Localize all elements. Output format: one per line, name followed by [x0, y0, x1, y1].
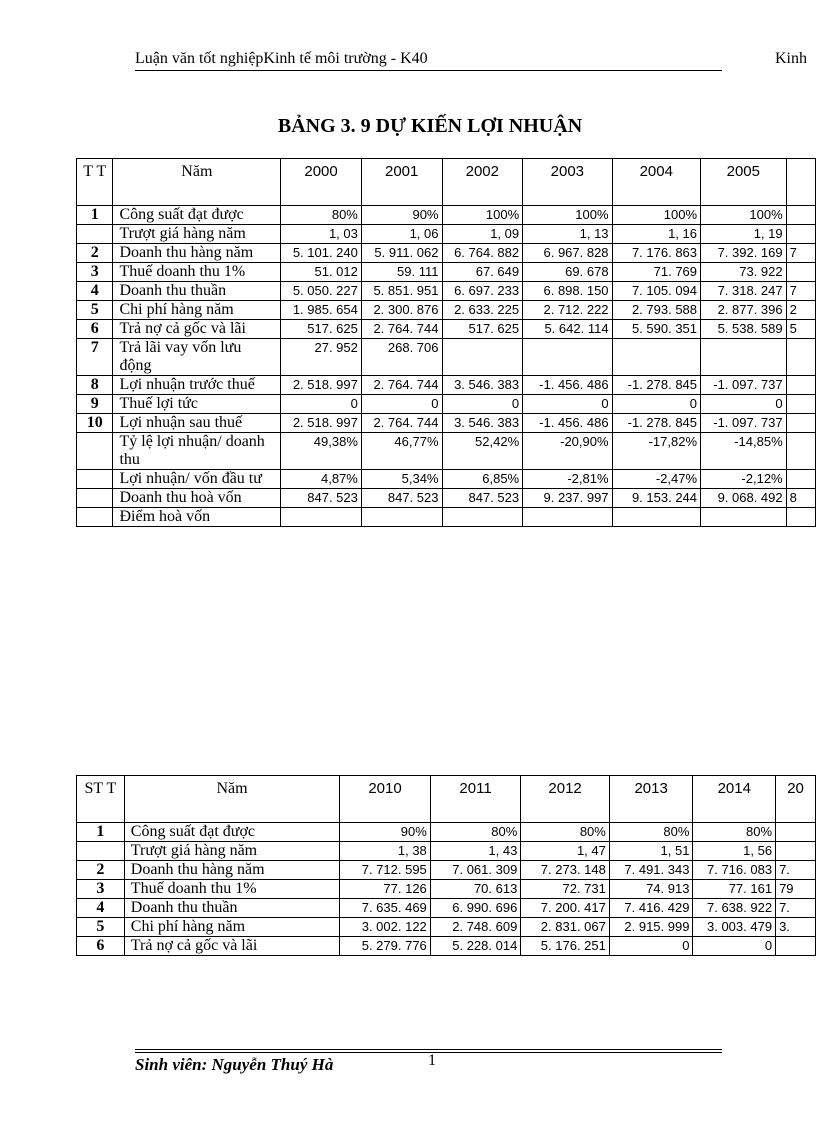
- row-number: 5: [77, 301, 113, 320]
- value-cell: -2,47%: [612, 470, 700, 489]
- cutoff-cell: 2: [786, 301, 815, 320]
- value-cell: 79: [776, 880, 816, 899]
- value-cell: -14,85%: [701, 433, 787, 470]
- value-cell: 80%: [693, 823, 776, 842]
- row-label: Doanh thu thuần: [113, 282, 281, 301]
- row-number: 3: [77, 263, 113, 282]
- table-row: [77, 414, 816, 433]
- year-header: 2012: [521, 776, 610, 823]
- value-cell: 1, 56: [693, 842, 776, 861]
- value-cell: 5. 911. 062: [361, 244, 442, 263]
- value-cell: 7. 712. 595: [340, 861, 431, 880]
- value-cell: 27. 952: [281, 339, 362, 376]
- value-cell: 0: [523, 395, 612, 414]
- row-label: Lợi nhuận/ vốn đầu tư: [113, 470, 281, 489]
- row-label: Trả lãi vay vốn lưu động: [113, 339, 281, 376]
- value-cell: 7. 200. 417: [521, 899, 610, 918]
- value-cell: [612, 339, 700, 376]
- cutoff-cell: [786, 376, 815, 395]
- table-row: [77, 395, 816, 414]
- row-label: Chi phí hàng năm: [113, 301, 281, 320]
- table-row: [77, 842, 816, 861]
- cutoff-cell: 7: [786, 244, 815, 263]
- value-cell: 100%: [523, 206, 612, 225]
- row-number: 5: [77, 918, 125, 937]
- value-cell: [442, 339, 523, 376]
- value-cell: 2. 764. 744: [361, 376, 442, 395]
- value-cell: 268. 706: [361, 339, 442, 376]
- table-row: [77, 489, 816, 508]
- footer-rule: [135, 1049, 722, 1050]
- col-no-header: ST T: [77, 776, 125, 823]
- value-cell: [701, 339, 787, 376]
- profit-forecast-table-2: [76, 775, 816, 956]
- value-cell: 2. 712. 222: [523, 301, 612, 320]
- value-cell: 7. 273. 148: [521, 861, 610, 880]
- value-cell: 2. 764. 744: [361, 414, 442, 433]
- cutoff-cell: 7: [786, 282, 815, 301]
- row-number: 10: [77, 414, 113, 433]
- value-cell: [281, 508, 362, 527]
- value-cell: 2. 764. 744: [361, 320, 442, 339]
- row-label: Trả nợ cả gốc và lãi: [113, 320, 281, 339]
- value-cell: 100%: [612, 206, 700, 225]
- value-cell: 72. 731: [521, 880, 610, 899]
- value-cell: 7. 491. 343: [609, 861, 693, 880]
- row-label: Doanh thu hàng năm: [113, 244, 281, 263]
- value-cell: 1, 51: [609, 842, 693, 861]
- year-header: 20: [776, 776, 816, 823]
- table-row: [77, 320, 816, 339]
- value-cell: 51. 012: [281, 263, 362, 282]
- table-row: [77, 376, 816, 395]
- value-cell: -1. 456. 486: [523, 376, 612, 395]
- value-cell: 7. 105. 094: [612, 282, 700, 301]
- value-cell: 90%: [361, 206, 442, 225]
- col-year-label-header: Năm: [113, 159, 281, 206]
- value-cell: [361, 508, 442, 527]
- value-cell: 0: [361, 395, 442, 414]
- value-cell: [776, 823, 816, 842]
- row-label: Lợi nhuận sau thuế: [113, 414, 281, 433]
- value-cell: 1, 16: [612, 225, 700, 244]
- profit-forecast-table-1: [76, 158, 816, 527]
- value-cell: 0: [612, 395, 700, 414]
- value-cell: 0: [693, 937, 776, 956]
- value-cell: 77. 161: [693, 880, 776, 899]
- value-cell: 7. 176. 863: [612, 244, 700, 263]
- cutoff-cell: [786, 339, 815, 376]
- row-label: Công suất đạt được: [113, 206, 281, 225]
- value-cell: 100%: [442, 206, 523, 225]
- row-label: Lợi nhuận trước thuế: [113, 376, 281, 395]
- value-cell: 6. 990. 696: [430, 899, 521, 918]
- value-cell: 5. 228. 014: [430, 937, 521, 956]
- year-header: 2004: [612, 159, 700, 206]
- row-number: 1: [77, 206, 113, 225]
- value-cell: 67. 649: [442, 263, 523, 282]
- value-cell: 5. 101. 240: [281, 244, 362, 263]
- value-cell: 52,42%: [442, 433, 523, 470]
- table-row: [77, 433, 816, 470]
- value-cell: 3. 546. 383: [442, 414, 523, 433]
- row-number: 4: [77, 282, 113, 301]
- footer-student: Sinh viên: Nguyễn Thuý Hà: [135, 1055, 334, 1074]
- value-cell: [701, 508, 787, 527]
- value-cell: 70. 613: [430, 880, 521, 899]
- value-cell: 2. 831. 067: [521, 918, 610, 937]
- value-cell: 59. 111: [361, 263, 442, 282]
- value-cell: -2,81%: [523, 470, 612, 489]
- value-cell: 9. 237. 997: [523, 489, 612, 508]
- row-label: Chi phí hàng năm: [124, 918, 339, 937]
- year-header: 2001: [361, 159, 442, 206]
- row-label: Công suất đạt được: [124, 823, 339, 842]
- value-cell: -1. 278. 845: [612, 376, 700, 395]
- page-title: BẢNG 3. 9 DỰ KIẾN LỢI NHUẬN: [277, 115, 583, 137]
- value-cell: 80%: [430, 823, 521, 842]
- value-cell: 7. 061. 309: [430, 861, 521, 880]
- table-row: [77, 282, 816, 301]
- value-cell: 2. 518. 997: [281, 376, 362, 395]
- row-number: 6: [77, 937, 125, 956]
- year-header: 2010: [340, 776, 431, 823]
- value-cell: 49,38%: [281, 433, 362, 470]
- table-row: [77, 937, 816, 956]
- value-cell: 5. 279. 776: [340, 937, 431, 956]
- value-cell: -20,90%: [523, 433, 612, 470]
- year-header: 2003: [523, 159, 612, 206]
- table-row: [77, 225, 816, 244]
- table-row: [77, 206, 816, 225]
- value-cell: 5,34%: [361, 470, 442, 489]
- value-cell: 3. 546. 383: [442, 376, 523, 395]
- year-header: 2014: [693, 776, 776, 823]
- year-header: 2011: [430, 776, 521, 823]
- value-cell: 2. 877. 396: [701, 301, 787, 320]
- row-number: [77, 489, 113, 508]
- row-number: [77, 842, 125, 861]
- value-cell: 517. 625: [281, 320, 362, 339]
- value-cell: 1, 43: [430, 842, 521, 861]
- row-number: 6: [77, 320, 113, 339]
- value-cell: 7. 416. 429: [609, 899, 693, 918]
- page-header-right: Kinh: [775, 50, 807, 67]
- value-cell: 6. 764. 882: [442, 244, 523, 263]
- value-cell: 2. 633. 225: [442, 301, 523, 320]
- value-cell: 2. 748. 609: [430, 918, 521, 937]
- value-cell: 100%: [701, 206, 787, 225]
- value-cell: 74. 913: [609, 880, 693, 899]
- value-cell: 90%: [340, 823, 431, 842]
- row-label: Thuế doanh thu 1%: [113, 263, 281, 282]
- table-row: [77, 918, 816, 937]
- row-label: Trượt giá hàng năm: [113, 225, 281, 244]
- value-cell: 1. 985. 654: [281, 301, 362, 320]
- value-cell: 6. 967. 828: [523, 244, 612, 263]
- value-cell: 3. 003. 479: [693, 918, 776, 937]
- page-header: Luận văn tốt nghiệpKinh tế môi trường - K40: [135, 50, 722, 71]
- value-cell: 9. 068. 492: [701, 489, 787, 508]
- year-header: 2002: [442, 159, 523, 206]
- value-cell: -2,12%: [701, 470, 787, 489]
- value-cell: -1. 278. 845: [612, 414, 700, 433]
- row-number: 7: [77, 339, 113, 376]
- value-cell: 7. 635. 469: [340, 899, 431, 918]
- cutoff-cell: [786, 263, 815, 282]
- value-cell: 0: [281, 395, 362, 414]
- value-cell: 7. 318. 247: [701, 282, 787, 301]
- row-number: [77, 225, 113, 244]
- value-cell: 80%: [521, 823, 610, 842]
- value-cell: 2. 300. 876: [361, 301, 442, 320]
- value-cell: [612, 508, 700, 527]
- table-header-row: [77, 776, 816, 823]
- value-cell: -1. 097. 737: [701, 376, 787, 395]
- table-row: [77, 508, 816, 527]
- value-cell: 0: [442, 395, 523, 414]
- value-cell: [442, 508, 523, 527]
- cutoff-cell: 5: [786, 320, 815, 339]
- value-cell: -1. 097. 737: [701, 414, 787, 433]
- value-cell: 5. 538. 589: [701, 320, 787, 339]
- value-cell: 80%: [281, 206, 362, 225]
- value-cell: [776, 842, 816, 861]
- value-cell: 46,77%: [361, 433, 442, 470]
- value-cell: 77. 126: [340, 880, 431, 899]
- row-label: Thuế doanh thu 1%: [124, 880, 339, 899]
- row-label: Doanh thu hoà vốn: [113, 489, 281, 508]
- row-number: 1: [77, 823, 125, 842]
- value-cell: 517. 625: [442, 320, 523, 339]
- value-cell: 1, 19: [701, 225, 787, 244]
- value-cell: 7.: [776, 861, 816, 880]
- value-cell: 4,87%: [281, 470, 362, 489]
- table-row: [77, 470, 816, 489]
- value-cell: 1, 47: [521, 842, 610, 861]
- value-cell: 5. 642. 114: [523, 320, 612, 339]
- value-cell: 73. 922: [701, 263, 787, 282]
- value-cell: -17,82%: [612, 433, 700, 470]
- table-row: [77, 880, 816, 899]
- value-cell: 847. 523: [281, 489, 362, 508]
- value-cell: 6,85%: [442, 470, 523, 489]
- value-cell: [523, 339, 612, 376]
- cutoff-cell: [786, 414, 815, 433]
- value-cell: 71. 769: [612, 263, 700, 282]
- value-cell: 1, 13: [523, 225, 612, 244]
- value-cell: 2. 793. 588: [612, 301, 700, 320]
- row-label: Thuế lợi tức: [113, 395, 281, 414]
- value-cell: 6. 697. 233: [442, 282, 523, 301]
- cutoff-cell: [786, 470, 815, 489]
- table-row: [77, 861, 816, 880]
- value-cell: 3. 002. 122: [340, 918, 431, 937]
- row-label: Trả nợ cả gốc và lãi: [124, 937, 339, 956]
- value-cell: 1, 09: [442, 225, 523, 244]
- col-year-label-header: Năm: [124, 776, 339, 823]
- value-cell: 80%: [609, 823, 693, 842]
- cutoff-cell: [786, 225, 815, 244]
- value-cell: 9. 153. 244: [612, 489, 700, 508]
- table-row: [77, 263, 816, 282]
- value-cell: 7.: [776, 899, 816, 918]
- value-cell: 1, 03: [281, 225, 362, 244]
- value-cell: 5. 851. 951: [361, 282, 442, 301]
- row-number: 8: [77, 376, 113, 395]
- value-cell: 5. 176. 251: [521, 937, 610, 956]
- cutoff-cell: [786, 395, 815, 414]
- value-cell: 6. 898. 150: [523, 282, 612, 301]
- row-number: [77, 470, 113, 489]
- cutoff-cell: [786, 206, 815, 225]
- table-row: [77, 823, 816, 842]
- row-label: Trượt giá hàng năm: [124, 842, 339, 861]
- col-no-header: T T: [77, 159, 113, 206]
- row-number: [77, 508, 113, 527]
- row-label: Điểm hoà vốn: [113, 508, 281, 527]
- value-cell: 7. 392. 169: [701, 244, 787, 263]
- value-cell: 1, 06: [361, 225, 442, 244]
- value-cell: 847. 523: [361, 489, 442, 508]
- row-number: 4: [77, 899, 125, 918]
- cutoff-column-header: [786, 159, 815, 206]
- year-header: 2013: [609, 776, 693, 823]
- value-cell: 2. 518. 997: [281, 414, 362, 433]
- value-cell: 5. 590. 351: [612, 320, 700, 339]
- value-cell: 7. 716. 083: [693, 861, 776, 880]
- value-cell: 0: [609, 937, 693, 956]
- value-cell: 69. 678: [523, 263, 612, 282]
- row-label: Doanh thu hàng năm: [124, 861, 339, 880]
- table-header-row: [77, 159, 816, 206]
- value-cell: 5. 050. 227: [281, 282, 362, 301]
- cutoff-cell: [786, 508, 815, 527]
- value-cell: 2. 915. 999: [609, 918, 693, 937]
- table-row: [77, 301, 816, 320]
- row-number: [77, 433, 113, 470]
- table-row: [77, 244, 816, 263]
- row-label: Tỷ lệ lợi nhuận/ doanh thu: [113, 433, 281, 470]
- row-number: 2: [77, 244, 113, 263]
- value-cell: -1. 456. 486: [523, 414, 612, 433]
- row-label: Doanh thu thuần: [124, 899, 339, 918]
- value-cell: 847. 523: [442, 489, 523, 508]
- year-header: 2000: [281, 159, 362, 206]
- cutoff-cell: [786, 433, 815, 470]
- value-cell: 7. 638. 922: [693, 899, 776, 918]
- value-cell: 1, 38: [340, 842, 431, 861]
- cutoff-cell: 8: [786, 489, 815, 508]
- row-number: 2: [77, 861, 125, 880]
- page-number: 1: [428, 1052, 436, 1069]
- row-number: 9: [77, 395, 113, 414]
- value-cell: [776, 937, 816, 956]
- table-row: [77, 899, 816, 918]
- year-header: 2005: [701, 159, 787, 206]
- value-cell: 0: [701, 395, 787, 414]
- table-row: [77, 339, 816, 376]
- row-number: 3: [77, 880, 125, 899]
- value-cell: 3.: [776, 918, 816, 937]
- value-cell: [523, 508, 612, 527]
